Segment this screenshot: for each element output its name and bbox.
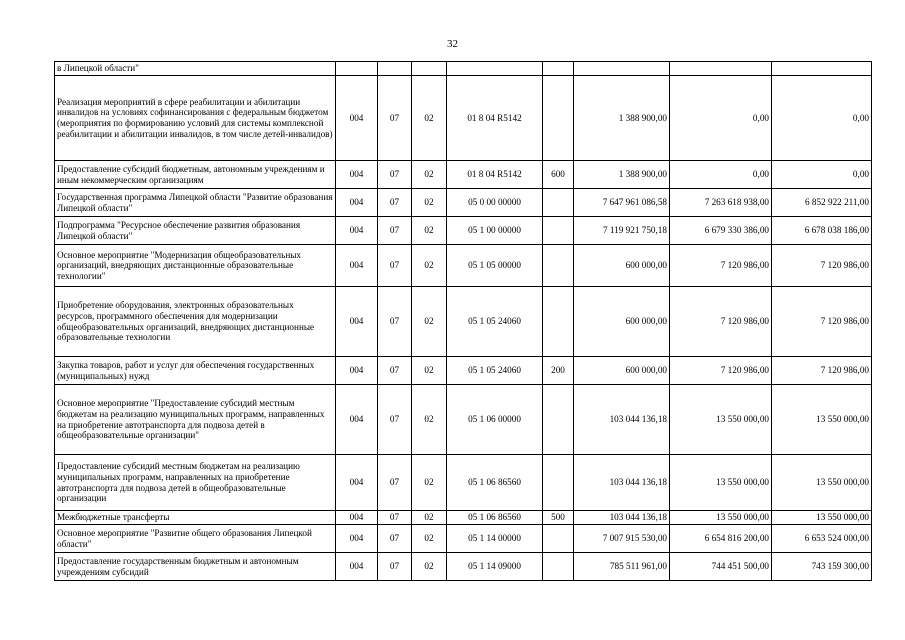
cell-vr: 200	[543, 357, 574, 385]
cell-pr: 02	[412, 385, 447, 455]
table-row	[55, 511, 872, 525]
table-row	[55, 455, 872, 511]
cell-pr: 02	[412, 525, 447, 553]
cell-sum-3: 0,00	[772, 161, 872, 189]
cell-csr: 05 1 06 86560	[447, 455, 543, 511]
table-row	[55, 76, 872, 161]
cell-name: Подпрограмма "Ресурсное обеспечение развития образования Липецкой области"	[55, 217, 336, 245]
cell-name: Реализация мероприятий в сфере реабилитации и абилитации инвалидов на условиях софинансирования с федеральным бюджетом (мероприятия по формированию условий для системы комплексной реабилитации и абилитации инвалидов, в том числе детей-инвалидов)	[55, 76, 336, 161]
cell-sum-3: 13 550 000,00	[772, 385, 872, 455]
cell-pr: 02	[412, 511, 447, 525]
cell-sum-1: 7 119 921 750,18	[574, 217, 670, 245]
cell-sum-1: 7 007 915 530,00	[574, 525, 670, 553]
table-row	[55, 189, 872, 217]
cell-ved: 004	[336, 189, 378, 217]
cell-sum-3: 13 550 000,00	[772, 455, 872, 511]
cell-sum-2: 744 451 500,00	[670, 553, 772, 581]
cell-name: Межбюджетные трансферты	[55, 511, 336, 525]
cell-sum-3: 7 120 986,00	[772, 287, 872, 357]
cell-rz: 07	[378, 217, 412, 245]
cell-pr: 02	[412, 287, 447, 357]
cell-sum-3: 6 678 038 186,00	[772, 217, 872, 245]
cell-sum-2: 0,00	[670, 161, 772, 189]
budget-table	[54, 61, 872, 581]
cell-vr	[543, 217, 574, 245]
cell-name: Закупка товаров, работ и услуг для обеспечения государственных (муниципальных) нужд	[55, 357, 336, 385]
cell-sum-2: 0,00	[670, 76, 772, 161]
cell-ved: 004	[336, 525, 378, 553]
cell-rz: 07	[378, 511, 412, 525]
cell-vr	[543, 189, 574, 217]
table-row	[55, 217, 872, 245]
cell-vr	[543, 287, 574, 357]
cell-pr: 02	[412, 76, 447, 161]
cell-pr	[412, 62, 447, 76]
cell-ved: 004	[336, 245, 378, 287]
cell-sum-1: 600 000,00	[574, 245, 670, 287]
table-row	[55, 62, 872, 76]
cell-vr	[543, 76, 574, 161]
cell-sum-2: 7 120 986,00	[670, 357, 772, 385]
cell-vr	[543, 62, 574, 76]
cell-sum-3	[772, 62, 872, 76]
cell-name: Основное мероприятие "Предоставление субсидий местным бюджетам на реализацию муниципальных программ, направленных на приобретение автотранспорта для подвоза детей в общеобразовательные организации"	[55, 385, 336, 455]
cell-vr	[543, 525, 574, 553]
cell-csr: 05 1 06 86560	[447, 511, 543, 525]
cell-sum-1: 600 000,00	[574, 357, 670, 385]
cell-sum-2: 7 263 618 938,00	[670, 189, 772, 217]
cell-rz: 07	[378, 76, 412, 161]
cell-sum-3: 7 120 986,00	[772, 357, 872, 385]
cell-sum-1: 103 044 136,18	[574, 511, 670, 525]
cell-rz	[378, 62, 412, 76]
cell-pr: 02	[412, 553, 447, 581]
cell-pr: 02	[412, 357, 447, 385]
cell-name: Предоставление субсидий бюджетным, автономным учреждениям и иным некоммерческим организациям	[55, 161, 336, 189]
table-row	[55, 525, 872, 553]
cell-csr: 05 1 14 09000	[447, 553, 543, 581]
cell-ved	[336, 62, 378, 76]
cell-sum-3: 6 852 922 211,00	[772, 189, 872, 217]
cell-csr: 05 1 05 24060	[447, 287, 543, 357]
cell-sum-2: 6 679 330 386,00	[670, 217, 772, 245]
cell-ved: 004	[336, 161, 378, 189]
cell-vr	[543, 245, 574, 287]
cell-sum-3: 7 120 986,00	[772, 245, 872, 287]
cell-ved: 004	[336, 217, 378, 245]
cell-rz: 07	[378, 357, 412, 385]
cell-name: Государственная программа Липецкой области "Развитие образования Липецкой области"	[55, 189, 336, 217]
cell-sum-2: 7 120 986,00	[670, 287, 772, 357]
cell-sum-1: 7 647 961 086,58	[574, 189, 670, 217]
cell-csr: 05 1 05 24060	[447, 357, 543, 385]
cell-sum-2: 7 120 986,00	[670, 245, 772, 287]
cell-vr	[543, 385, 574, 455]
cell-sum-1: 600 000,00	[574, 287, 670, 357]
cell-sum-1: 1 388 900,00	[574, 161, 670, 189]
cell-ved: 004	[336, 76, 378, 161]
cell-ved: 004	[336, 455, 378, 511]
cell-ved: 004	[336, 357, 378, 385]
cell-vr: 600	[543, 161, 574, 189]
cell-sum-2: 6 654 816 200,00	[670, 525, 772, 553]
cell-name: Приобретение оборудования, электронных образовательных ресурсов, программного обеспечения для модернизации общеобразовательных организаций, внедряющих дистанционные образовательные технологии	[55, 287, 336, 357]
cell-csr: 01 8 04 R5142	[447, 76, 543, 161]
cell-csr	[447, 62, 543, 76]
cell-pr: 02	[412, 455, 447, 511]
cell-csr: 05 1 06 00000	[447, 385, 543, 455]
table-row	[55, 357, 872, 385]
cell-name: Предоставление субсидий местным бюджетам на реализацию муниципальных программ, направленных на приобретение автотранспорта для подвоза детей в общеобразовательные организации	[55, 455, 336, 511]
cell-name: в Липецкой области"	[55, 62, 336, 76]
table-row	[55, 245, 872, 287]
cell-name: Предоставление государственным бюджетным и автономным учреждениям субсидий	[55, 553, 336, 581]
cell-sum-3: 6 653 524 000,00	[772, 525, 872, 553]
cell-ved: 004	[336, 553, 378, 581]
cell-sum-1: 103 044 136,18	[574, 385, 670, 455]
table-row	[55, 385, 872, 455]
table-row	[55, 287, 872, 357]
cell-vr	[543, 553, 574, 581]
cell-csr: 01 8 04 R5142	[447, 161, 543, 189]
cell-rz: 07	[378, 189, 412, 217]
cell-csr: 05 1 05 00000	[447, 245, 543, 287]
cell-csr: 05 1 14 00000	[447, 525, 543, 553]
cell-ved: 004	[336, 287, 378, 357]
cell-pr: 02	[412, 245, 447, 287]
cell-rz: 07	[378, 245, 412, 287]
cell-sum-2: 13 550 000,00	[670, 455, 772, 511]
cell-sum-2	[670, 62, 772, 76]
table-body	[55, 62, 872, 581]
cell-pr: 02	[412, 189, 447, 217]
cell-rz: 07	[378, 525, 412, 553]
cell-sum-1	[574, 62, 670, 76]
cell-name: Основное мероприятие "Развитие общего образования Липецкой области"	[55, 525, 336, 553]
cell-sum-3: 13 550 000,00	[772, 511, 872, 525]
cell-ved: 004	[336, 385, 378, 455]
cell-sum-3: 743 159 300,00	[772, 553, 872, 581]
cell-sum-1: 103 044 136,18	[574, 455, 670, 511]
cell-rz: 07	[378, 287, 412, 357]
cell-csr: 05 1 00 00000	[447, 217, 543, 245]
cell-sum-1: 785 511 961,00	[574, 553, 670, 581]
cell-rz: 07	[378, 553, 412, 581]
cell-rz: 07	[378, 161, 412, 189]
cell-pr: 02	[412, 217, 447, 245]
cell-vr	[543, 455, 574, 511]
cell-sum-3: 0,00	[772, 76, 872, 161]
table-row	[55, 161, 872, 189]
cell-pr: 02	[412, 161, 447, 189]
cell-rz: 07	[378, 455, 412, 511]
cell-csr: 05 0 00 00000	[447, 189, 543, 217]
cell-vr: 500	[543, 511, 574, 525]
cell-sum-1: 1 388 900,00	[574, 76, 670, 161]
cell-name: Основное мероприятие "Модернизация общеобразовательных организаций, внедряющих дистанционные образовательные технологии"	[55, 245, 336, 287]
page-number: 32	[447, 38, 458, 50]
cell-sum-2: 13 550 000,00	[670, 385, 772, 455]
cell-sum-2: 13 550 000,00	[670, 511, 772, 525]
cell-ved: 004	[336, 511, 378, 525]
cell-rz: 07	[378, 385, 412, 455]
table-row	[55, 553, 872, 581]
